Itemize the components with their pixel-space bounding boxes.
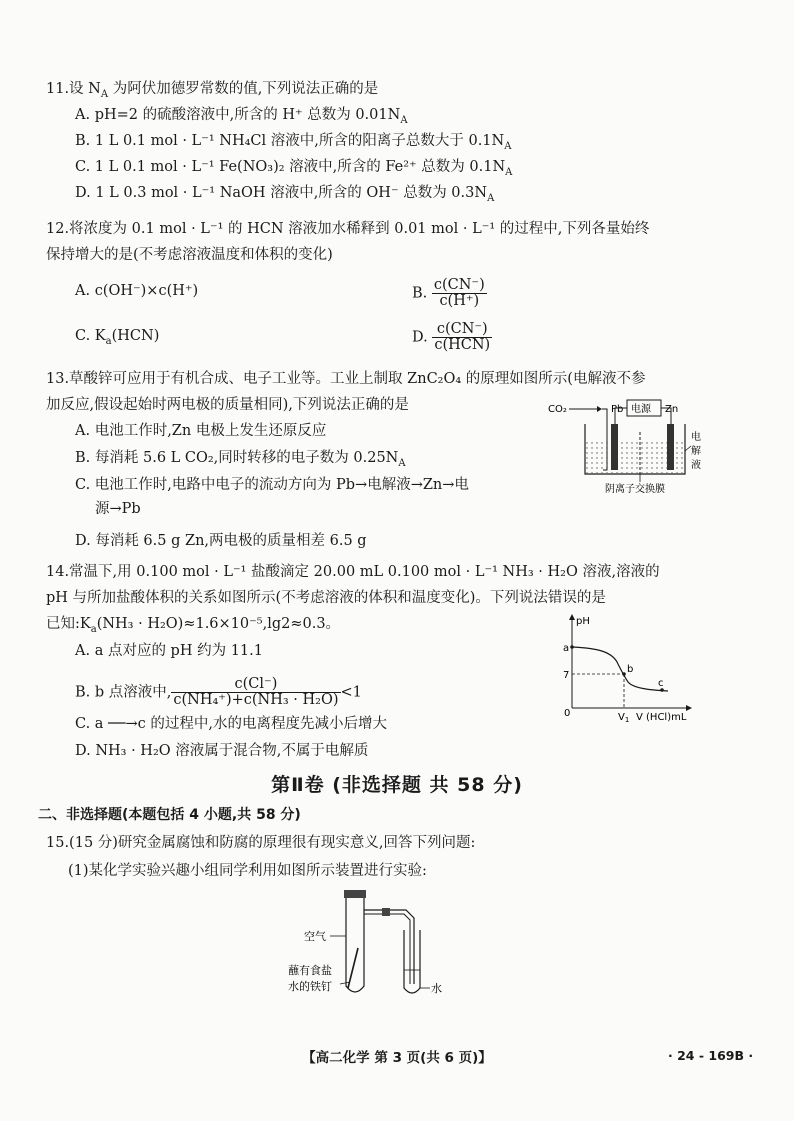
q14-titration-figure xyxy=(558,612,708,724)
q13-stem-line2: 加反应,假设起始时两电极的质量相同),下列说法正确的是 xyxy=(46,397,409,413)
q14-stem-line1: 14.常温下,用 0.100 mol · L⁻¹ 盐酸滴定 20.00 mL 0.100 mol · L⁻¹ NH₃ · H₂O 溶液,溶液的 xyxy=(46,564,660,580)
fig13-membrane-label: 阴离子交换膜 xyxy=(605,484,665,495)
fig15-stopper xyxy=(344,890,366,898)
fig13-electrolyte-label-1: 电 xyxy=(691,432,701,443)
q14-option-a: A. a 点对应的 pH 约为 11.1 xyxy=(75,643,263,659)
fig13-power-label: 电源 xyxy=(631,404,651,415)
fig15-nail-label-1: 蘸有食盐 xyxy=(288,964,332,977)
fig13-pb-label: Pb xyxy=(611,404,624,415)
fig14-point-a-label: a xyxy=(563,643,570,654)
fig13-co2-label: CO₂ xyxy=(548,404,567,415)
q15-stem-line1: 15.(15 分)研究金属腐蚀和防腐的原理很有现实意义,回答下列问题: xyxy=(46,835,476,851)
q12-option-d: D. $\frac{c(CN^-)}{\text{c(HCN)}}$ xyxy=(412,321,491,353)
fig14-x-arrowhead xyxy=(686,705,692,711)
fig15-delivery-tube xyxy=(364,910,414,984)
fig13-pb-electrode xyxy=(611,424,618,470)
fig15-air-label: 空气 xyxy=(304,930,326,943)
fig14-point-b-label: b xyxy=(627,664,634,675)
q12-stem-line2: 保持增大的是(不考虑溶液温度和体积的变化) xyxy=(46,247,333,263)
part2-title: 第Ⅱ卷 (非选择题 共 58 分) xyxy=(271,774,523,796)
fig14-zero-label: 0 xyxy=(564,708,571,719)
q13-option-a: A. 电池工作时,Zn 电极上发生还原反应 xyxy=(75,423,327,439)
q12-option-a: A. c(OH⁻)×c(H⁺) xyxy=(75,283,199,299)
q13-stem-line1: 13.草酸锌可应用于有机合成、电子工业等。工业上制取 ZnC₂O₄ 的原理如图所示(电解液不参 xyxy=(46,371,646,387)
fig15-water-label: 水 xyxy=(431,982,442,995)
fig14-seven-label: 7 xyxy=(563,670,570,681)
q14-option-b-fraction: $\frac{c(Cl^-)}{\text{c(NH₄⁺)+c(NH₃ · H₂O)}}$ xyxy=(173,676,339,708)
fig14-xlabel: V (HCl)mL xyxy=(636,712,687,723)
q13-option-d: D. 每消耗 6.5 g Zn,两电极的质量相差 6.5 g xyxy=(75,533,367,549)
part2-section-heading: 二、非选择题(本题包括 4 小题,共 58 分) xyxy=(38,807,301,823)
q12-stem-line1: 12.将浓度为 0.1 mol · L⁻¹ 的 HCN 溶液加水稀释到 0.01 mol · L⁻¹ 的过程中,下列各量始终 xyxy=(46,221,650,237)
q11-stem: 11.设 $N_A$ 为阿伏加德罗常数的值,下列说法正确的是 xyxy=(46,81,379,100)
fig14-point-c-label: c xyxy=(658,678,664,689)
fig15-delivery-tube-inner xyxy=(364,914,410,984)
q12-option-b: B. $\frac{c(CN^-)}{c(H^+)}$ xyxy=(412,277,485,309)
q12-option-c: C. $K_a(HCN)$ xyxy=(75,328,160,347)
q12-option-b-fraction: $\frac{c(CN^-)}{c(H^+)}$ xyxy=(433,277,485,309)
fig14-point-b xyxy=(622,672,626,676)
fig13-electrolyte-label-2: 解 xyxy=(691,446,701,457)
q14-option-d: D. NH₃ · H₂O 溶液属于混合物,不属于电解质 xyxy=(75,743,369,759)
q14-option-b: B. b 点溶液中, $\frac{c(Cl^-)}{\text{c(NH₄⁺)+c(NH₃ · H₂O)}}$ <1 xyxy=(75,676,362,708)
fig13-zn-electrode xyxy=(667,424,674,470)
fig14-v1-label: $V_1$ xyxy=(618,712,630,724)
fig15-big-tube xyxy=(346,898,364,992)
q14-stem-line2: pH 与所加盐酸体积的关系如图所示(不考虑溶液的体积和温度变化)。下列说法错误的是 xyxy=(46,590,606,606)
fig14-ylabel: pH xyxy=(576,616,590,627)
q11-option-c: C. 1 L 0.1 mol · L⁻¹ Fe(NO₃)₂ 溶液中,所含的 Fe²⁺ 总数为 $0.1N_A$ xyxy=(75,159,513,178)
q14-option-c: C. a ──→c 的过程中,水的电离程度先减小后增大 xyxy=(75,716,387,732)
fig15-nail-label-2: 水的铁钉 xyxy=(288,980,332,993)
fig14-point-a xyxy=(570,645,574,649)
fig15-rubber-joint xyxy=(382,908,390,916)
q14-stem-line3: 已知$:K_a(NH_3 \cdot H_2O)\approx 1.6\times 10^{-5},\lg 2\approx 0.3$。 xyxy=(46,616,341,635)
q13-electrolysis-figure xyxy=(545,396,705,496)
fig13-zn-label: Zn xyxy=(665,404,679,415)
q12-option-d-fraction: $\frac{c(CN^-)}{\text{c(HCN)}}$ xyxy=(434,321,491,353)
q15-apparatus-figure xyxy=(288,888,458,1006)
q15-stem-line2: (1)某化学实验兴趣小组同学利用如图所示装置进行实验: xyxy=(68,863,427,879)
page-footer: 【高二化学 第 3 页(共 6 页)】 xyxy=(302,1050,492,1066)
q13-option-c-line1: C. 电池工作时,电路中电子的流动方向为 Pb→电解液→Zn→电 xyxy=(75,477,469,493)
fig14-curve xyxy=(572,647,668,691)
q11-option-b: B. 1 L 0.1 mol · L⁻¹ NH₄Cl 溶液中,所含的阳离子总数大于 $0.1N_A$ xyxy=(75,133,512,152)
q11-option-d: D. 1 L 0.3 mol · L⁻¹ NaOH 溶液中,所含的 OH⁻ 总数为 $0.3N_A$ xyxy=(75,185,495,204)
fig13-electrolyte-label-3: 液 xyxy=(691,460,701,471)
fig13-co2-arrowhead xyxy=(597,406,602,412)
q13-option-c-line2: 源→Pb xyxy=(95,501,141,517)
fig14-y-arrowhead xyxy=(569,614,575,620)
q13-option-b: B. 每消耗 5.6 L CO₂,同时转移的电子数为 $0.25N_A$ xyxy=(75,450,406,469)
page-footer-code: · 24 - 169B · xyxy=(668,1048,754,1063)
q11-option-a: A. pH=2 的硫酸溶液中,所含的 H⁺ 总数为 $0.01N_A$ xyxy=(75,107,408,126)
fig15-small-tube xyxy=(404,930,420,993)
